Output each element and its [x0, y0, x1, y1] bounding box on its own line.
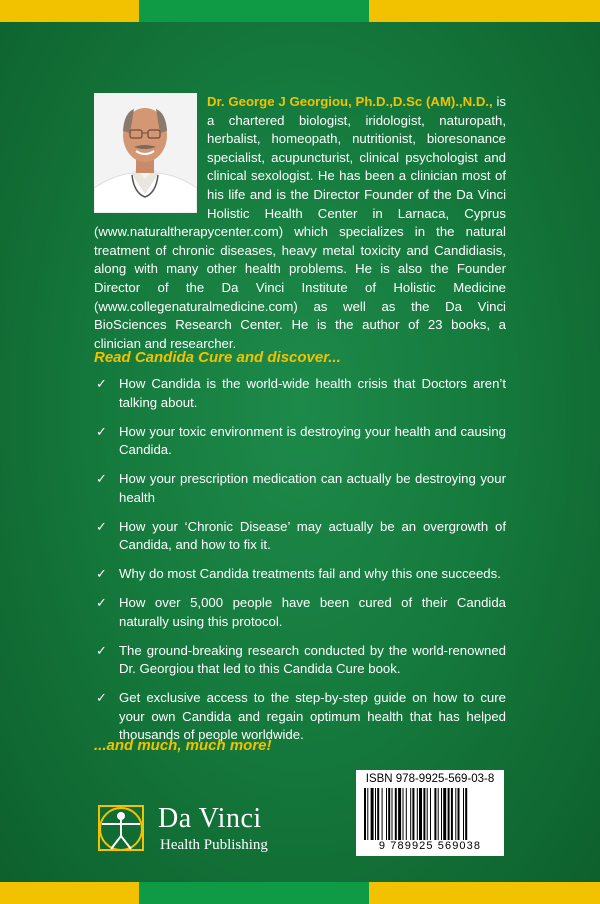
bottom-color-band — [0, 882, 600, 904]
band-green-middle — [139, 0, 369, 22]
barcode-bar — [412, 788, 414, 840]
check-icon: ✓ — [96, 595, 107, 610]
barcode-bar — [403, 788, 404, 840]
barcode-bar — [364, 788, 366, 840]
barcode-number: 9 789925 569038 — [378, 840, 482, 852]
barcode-bar — [438, 788, 439, 840]
list-item — [94, 565, 506, 584]
check-icon: ✓ — [96, 471, 107, 486]
list-item-text: The ground-breaking research conducted by the world-renowned Dr. Georgiou that led to this Candida Cure book. — [119, 642, 506, 676]
list-item — [94, 375, 506, 412]
band-yellow-left — [0, 882, 139, 904]
barcode-bar — [455, 788, 456, 840]
barcode — [364, 788, 496, 840]
barcode-bar — [458, 788, 460, 840]
barcode-bar — [419, 788, 422, 840]
list-item — [94, 642, 506, 679]
check-icon: ✓ — [96, 642, 107, 658]
list-item — [94, 518, 506, 555]
barcode-bar — [375, 788, 376, 840]
publisher-logo — [94, 801, 294, 857]
author-bio — [94, 93, 506, 353]
barcode-bar — [430, 788, 431, 840]
section-heading: Read Candida Cure and discover... — [94, 349, 341, 366]
barcode-bar — [465, 788, 467, 840]
list-item — [94, 594, 506, 631]
barcode-bar — [395, 788, 397, 840]
barcode-bar — [410, 788, 411, 840]
list-item-text: Get exclusive access to the step-by-step guide on how to cure your own Candida and regain optimum health that has helped thousands of people worldwide. — [119, 690, 506, 742]
barcode-bar — [398, 788, 401, 840]
band-yellow-right — [369, 882, 600, 904]
closing-line: ...and much, much more! — [94, 737, 272, 754]
barcode-bar — [463, 788, 464, 840]
band-yellow-right — [369, 0, 600, 22]
barcode-bar — [443, 788, 446, 840]
check-icon: ✓ — [96, 423, 107, 439]
list-item-text: Why do most Candida treatments fail and why this one succeeds. — [119, 566, 501, 581]
barcode-bar — [441, 788, 442, 840]
barcode-bar — [423, 788, 425, 840]
top-color-band — [0, 0, 600, 22]
barcode-bar — [434, 788, 436, 840]
isbn-label: ISBN 978-9925-569-03-8 — [365, 773, 495, 785]
publisher-name: Da Vinci — [158, 803, 262, 834]
list-item-text: How Candida is the world-wide health crisis that Doctors aren’t talking about. — [119, 376, 506, 410]
barcode-bar — [386, 788, 387, 840]
barcode-bar — [417, 788, 418, 840]
check-icon: ✓ — [96, 518, 107, 534]
list-item-text: How over 5,000 people have been cured of their Candida naturally using this protocol. — [119, 595, 506, 629]
list-item — [94, 470, 506, 507]
check-icon: ✓ — [96, 376, 107, 391]
barcode-bar — [448, 788, 450, 840]
barcode-bar — [388, 788, 390, 840]
barcode-bar — [377, 788, 379, 840]
publisher-subtitle: Health Publishing — [160, 837, 268, 853]
vitruvian-man-icon — [94, 801, 148, 855]
list-item-text: How your toxic environment is destroying your health and causing Candida. — [119, 423, 506, 457]
barcode-bar — [371, 788, 374, 840]
author-name: Dr. George J Georgiou, Ph.D.,D.Sc (AM).,N.D., — [207, 94, 493, 109]
barcode-panel — [356, 770, 504, 856]
band-yellow-left — [0, 0, 139, 22]
list-item-text: How your prescription medication can actually be destroying your health — [119, 471, 506, 505]
check-icon: ✓ — [96, 690, 107, 705]
barcode-bar — [451, 788, 453, 840]
barcode-bar — [367, 788, 368, 840]
barcode-bar — [382, 788, 383, 840]
list-item-text: How your ‘Chronic Disease’ may actually be an overgrowth of Candida, and how to fix it. — [119, 518, 506, 552]
barcode-bar — [427, 788, 428, 840]
photo-spacer — [94, 93, 197, 213]
barcode-bar — [392, 788, 393, 840]
barcode-bar — [406, 788, 407, 840]
check-icon: ✓ — [96, 566, 107, 581]
band-green-middle — [139, 882, 369, 904]
author-bio-text: is a chartered biologist, iridologist, naturopath, herbalist, homeopath, nutritionist, bioresonance specialist, acupuncturist, clinical psychologist and clinical sexologist. He has been a clinician most of his life and is the Director Founder of the Da Vinci Holistic Health Center in Larnaca, Cyprus (www.naturaltherapycenter.com) which specializes in the natural treatment of chronic diseases, heavy metal toxicity and Candidiasis, along with many other health problems. He is also the Founder Director of the Da Vinci Institute of Holistic Medicine (www.collegenaturalmedicine.com) as well as the Da Vinci BioSciences Research Center. He is the author of 23 books, a clinician and researcher. — [94, 94, 507, 351]
benefits-list — [94, 375, 506, 755]
list-item — [94, 423, 506, 460]
